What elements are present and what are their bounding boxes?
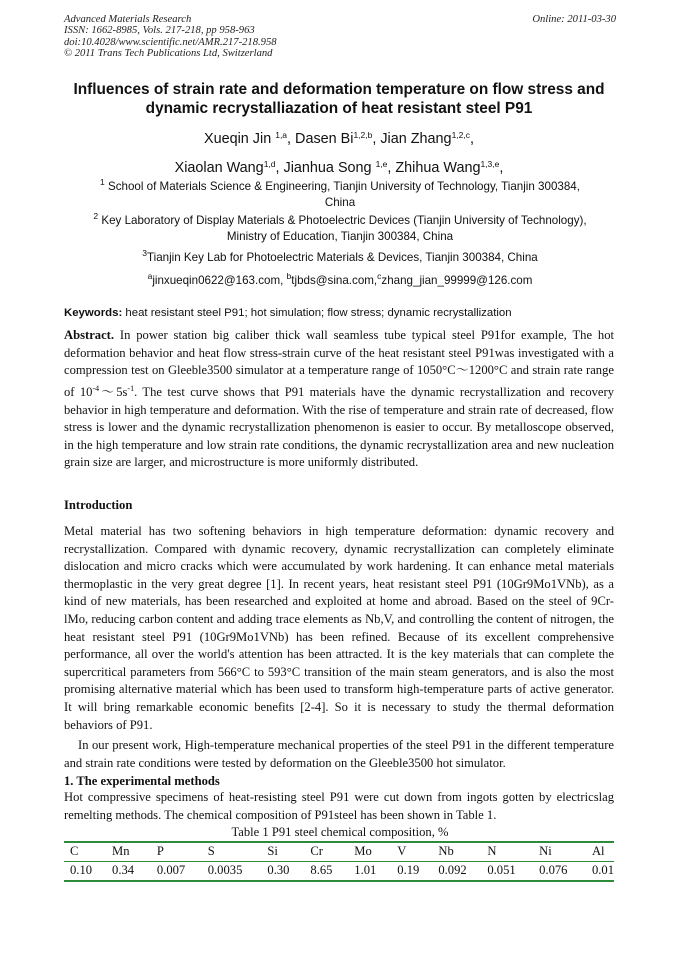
title-line-2: dynamic recrystalliazation of heat resistant steel P91 — [145, 100, 533, 117]
affiliation-1 — [64, 175, 616, 210]
author-name: Jian Zhang — [380, 131, 452, 147]
intro-paragraph-2: In our present work, High-temperature mechanical properties of the steel P91 in the different temperature and strain rate conditions were tested by deformation on the Gleeble3500 hot simulator. — [64, 738, 614, 770]
author-sup: 1,2,c — [451, 130, 470, 140]
table-header-cell: Mo — [348, 842, 391, 862]
author-name: Zhihua Wang — [395, 160, 481, 176]
aff-sup: 1 — [100, 177, 105, 187]
abstract-text: . The test curve shows that P91 materials have the dynamic recrystallization and recovery behavior in high temperature and deformation. With the rise of temperature and strain rate of decreased, flow stress is lower and the dynamic recrystallization phenomenon is easier to occur. By metalloscope observed, in the high temperature and low strain rate conditions, the dynamic recrystallization area and new nucleation grain size are larger, and microstructure is more uniformly distributed. — [64, 384, 615, 470]
table-cell: 8.65 — [304, 862, 348, 882]
author-sup: 1,3,e — [480, 159, 500, 169]
author-name: Xueqin Jin — [204, 131, 272, 147]
table-header-cell: S — [202, 842, 262, 862]
online-date: Online: 2011-03-30 — [532, 14, 616, 25]
author-line-2: Xiaolan Wang$^{1,d}$, Jianhua Song $^{1,e}$, Zhihua Wang$^{1,3,e}$, — [174, 159, 504, 176]
keywords — [64, 306, 616, 321]
author-name: Dasen Bi — [295, 131, 354, 147]
keywords-label: Keywords: — [64, 307, 123, 319]
paper-title — [40, 80, 638, 118]
table-cell: 0.092 — [432, 862, 481, 882]
email-sup: a — [147, 271, 153, 281]
aff-sup: 3 — [142, 248, 147, 258]
keywords-text: heat resistant steel P91; hot simulation; flow stress; dynamic recrystallization — [122, 307, 512, 319]
table-header-cell: N — [481, 842, 533, 862]
author-name: Xiaolan Wang — [174, 160, 264, 176]
abstract-exp: -1 — [127, 383, 135, 393]
affiliation-2 — [64, 209, 616, 244]
journal-name: Advanced Materials Research — [64, 14, 192, 25]
table-header-cell: C — [64, 842, 106, 862]
table-header-cell: Mn — [106, 842, 151, 862]
section-heading-methods: 1. The experimental methods — [64, 774, 220, 788]
abstract-text: In power station big caliber thick wall seamless tube typical steel P91for example, The hot deformation behavior and heat flow stress-strain curve of the heat resistant steel P91was investigated with a compression test on Gleeble3500 simulator at a temperature range of 1050°C～1200°C and strain rate range of 10 — [64, 328, 614, 399]
methods-paragraph-1: Hot compressive specimens of heat-resisting steel P91 were cut down from ingots gotten by electricslag remelting methods. The chemical composition of P91steel has been shown in Table 1. — [64, 790, 614, 822]
email-sup: b — [286, 271, 292, 281]
table-cell: 0.19 — [391, 862, 432, 882]
author-list — [40, 123, 638, 181]
table-header-cell: V — [391, 842, 432, 862]
table-cell: 0.051 — [481, 862, 533, 882]
table-cell: 0.01 — [586, 862, 614, 882]
aff-text: School of Materials Science & Engineering, Tianjin University of Technology, Tianjin 300384, — [108, 180, 580, 193]
affiliation-3 — [64, 246, 616, 266]
abstract-text: ～5s — [99, 384, 128, 399]
aff-sup: 2 — [93, 211, 99, 221]
email-sup: c — [377, 271, 382, 281]
author-sup: 1,e — [375, 159, 388, 169]
email-b: tjbds@sina.com, — [291, 274, 378, 287]
intro-paragraph-1: Metal material has two softening behaviors in high temperature deformation: dynamic recovery and recrystallization. Compared with dynamic recovery, dynamic recrystallization can completely eliminate dislocation and micro cracks which were accumulated by work hardening. It can enhance metal materials thermoplastic in the very great degree [1]. In recent years, heat resistant steel P91 (10Gr9Mo1VNb), as a kind of new materials, has been researched and exploited at home and abroad. Based on the steel of 9Cr-lMo, reducing carbon content and adding trace elements as Nb,V, and controlling the content of nitrogen, the heat resistant steel P91 (10Gr9Mo1VNb) has been refined. Because of its excellent comprehensive performance, all over the world's attention has been attracted. It is the key materials that can complete the supercritical parameters from 566°C to 593°C transition of the main steam generators, and is also the most promising alternative material which has been used to transform high-temperature parts of active generator. It will bring remarkable economic benefits [2-4]. So it is necessary to study the thermal deformation behaviors of P91. — [64, 524, 614, 732]
author-emails — [64, 269, 616, 289]
abstract-exp: -4 — [92, 383, 100, 393]
table-header-cell: Nb — [432, 842, 481, 862]
composition-table — [64, 841, 614, 882]
journal-issn: ISSN: 1662-8985, Vols. 217-218, pp 958-963 — [64, 25, 255, 37]
table-cell: 0.0035 — [202, 862, 262, 882]
table-cell: 0.10 — [64, 862, 106, 882]
table-header-cell: Si — [261, 842, 304, 862]
email-a: jinxueqin0622@163.com, — [152, 274, 287, 287]
table-header-cell: Al — [586, 842, 614, 862]
aff-text: Key Laboratory of Display Materials & Photoelectric Devices (Tianjin University of Technology), — [101, 214, 587, 227]
section-heading-introduction: Introduction — [64, 498, 133, 512]
email-c: zhang_jian_99999@126.com — [381, 274, 533, 287]
table-cell: 0.30 — [261, 862, 304, 882]
aff-text: Ministry of Education, Tianjin 300384, China — [226, 229, 454, 243]
table-caption: Table 1 P91 steel chemical composition, % — [231, 825, 449, 839]
author-sup: 1,2,b — [353, 130, 373, 140]
table-cell: 0.007 — [151, 862, 202, 882]
author-sup: 1,a — [275, 130, 288, 140]
table-cell: 0.34 — [106, 862, 151, 882]
aff-text: Tianjin Key Lab for Photoelectric Materials & Devices, Tianjin 300384, China — [146, 251, 538, 264]
table-header-cell: P — [151, 842, 202, 862]
journal-header — [64, 14, 616, 60]
table-row — [64, 862, 614, 882]
journal-copyright: © 2011 Trans Tech Publications Ltd, Switzerland — [64, 48, 273, 60]
title-line-1: Influences of strain rate and deformation temperature on flow stress and — [73, 81, 605, 98]
table-cell: 0.076 — [533, 862, 586, 882]
table-cell: 1.01 — [348, 862, 391, 882]
table-header-cell: Cr — [304, 842, 348, 862]
journal-doi: doi:10.4028/www.scientific.net/AMR.217-218.958 — [64, 36, 277, 48]
abstract-label: Abstract. — [64, 328, 115, 342]
aff-text: China — [324, 195, 356, 209]
author-sup: 1,d — [263, 159, 276, 169]
abstract — [64, 327, 614, 472]
author-name: Jianhua Song — [283, 160, 372, 176]
table-header-cell: Ni — [533, 842, 586, 862]
table-header-row — [64, 842, 614, 862]
author-line-1: Xueqin Jin $^{1,a}$, Dasen Bi$^{1,2,b}$, Jian Zhang$^{1,2,c}$, — [204, 130, 474, 147]
